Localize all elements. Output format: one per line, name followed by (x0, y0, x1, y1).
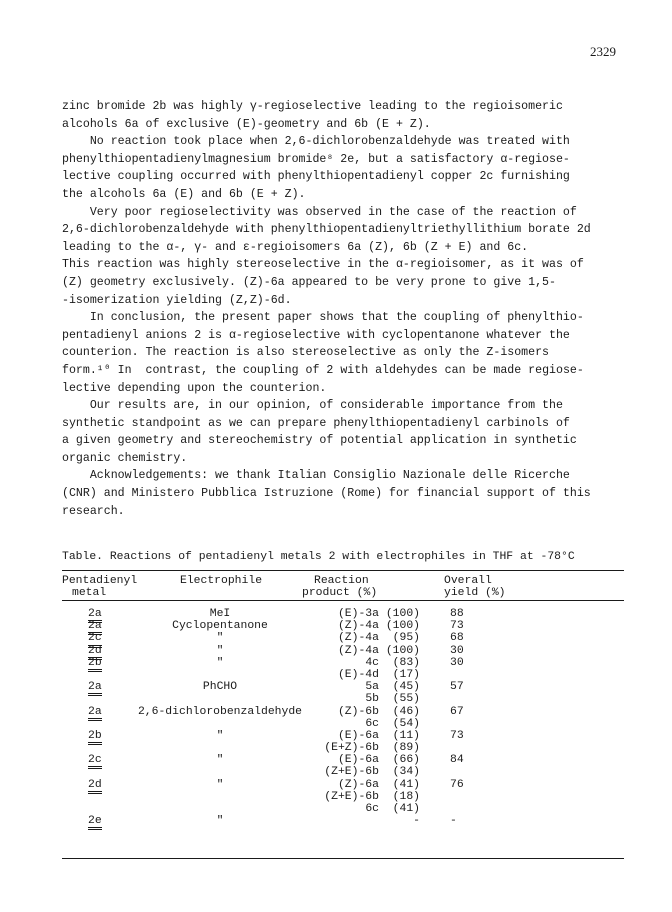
body-line: No reaction took place when 2,6-dichlorobenzaldehyde was treated with (62, 135, 570, 149)
table-top-rule (62, 570, 624, 571)
cell-metal: 2d (88, 779, 102, 794)
body-line: (CNR) and Ministero Pubblica Istruzione (Rome) for financial support of this (62, 487, 591, 501)
cell-product: (Z+E)-6b (18) (324, 790, 420, 803)
body-line: a given geometry and stereochemistry of potential application in synthetic (62, 434, 577, 448)
table-bottom-rule (62, 858, 624, 859)
body-line: -isomerization yielding (Z,Z)-6d. (62, 293, 292, 307)
cell-yield: 67 (450, 705, 464, 718)
table-row (62, 742, 624, 754)
table-row (62, 754, 624, 766)
cell-product: 5a (45) (365, 681, 420, 694)
header-metal-line2: metal (72, 587, 107, 599)
header-product-line2: product (%) (302, 587, 378, 599)
table-row (62, 620, 624, 632)
cell-electrophile: " (216, 656, 224, 669)
table-row (62, 669, 624, 681)
cell-yield: 57 (450, 681, 464, 694)
cell-product: 6c (41) (365, 803, 420, 815)
cell-product: 6c (54) (365, 717, 420, 730)
header-yield-line2: yield (%) (444, 587, 506, 599)
table-row (62, 681, 624, 693)
cell-product: (Z)-4a (100) (337, 620, 420, 633)
cell-metal: 2b (88, 730, 102, 745)
cell-yield: 76 (450, 778, 464, 791)
table-row (62, 657, 624, 669)
cell-metal: 2d (88, 645, 102, 660)
table-row (62, 803, 624, 815)
cell-product: (E)-3a (100) (337, 608, 420, 620)
body-line: organic chemistry. (62, 451, 188, 465)
header-product-line1: Reaction (314, 575, 369, 587)
cell-metal: 2a (88, 620, 102, 635)
table-caption: Table. Reactions of pentadienyl metals 2 with electrophiles in THF at -78°C (62, 551, 575, 563)
body-line: synthetic standpoint as we can prepare phenylthiopentadienyl carbinols of (62, 416, 570, 430)
cell-product: (E+Z)-6b (89) (324, 742, 420, 755)
body-line: In conclusion, the present paper shows that the coupling of phenylthio- (62, 311, 584, 325)
cell-product: (Z)-6b (46) (337, 705, 420, 718)
body-line: Our results are, in our opinion, of considerable importance from the (62, 399, 563, 413)
cell-metal: 2e (88, 815, 102, 830)
body-line: zinc bromide 2b was highly γ-regioselective leading to the regioisomeric (62, 100, 563, 113)
cell-product: - (413, 815, 420, 828)
body-text (62, 98, 622, 520)
cell-product: 5b (55) (365, 693, 420, 706)
body-line: phenylthiopentadienylmagnesium bromide⁸ 2e, but a satisfactory α-regiose- (62, 152, 570, 166)
body-line: Very poor regioselectivity was observed in the case of the reaction of (62, 205, 577, 219)
cell-product: (Z+E)-6b (34) (324, 766, 420, 779)
cell-metal: 2c (88, 632, 102, 647)
body-line: lective coupling occurred with phenylthiopentadienyl copper 2c furnishing (62, 170, 570, 184)
body-line: This reaction was highly stereoselective in the α-regioisomer, as it was of (62, 258, 584, 272)
cell-yield: 30 (450, 656, 464, 669)
cell-electrophile: " (216, 754, 224, 767)
cell-metal: 2b (88, 657, 102, 672)
body-line: 2,6-dichlorobenzaldehyde with phenylthiopentadienyltriethyllithium borate 2d (62, 223, 591, 237)
cell-product: (E)-4d (17) (337, 668, 420, 681)
cell-yield: - (450, 815, 457, 828)
cell-yield: 84 (450, 754, 464, 767)
table-row (62, 779, 624, 791)
cell-product: 4c (83) (365, 656, 420, 669)
cell-metal: 2a (88, 681, 102, 696)
body-line: alcohols 6a of exclusive (E)-geometry and 6b (E + Z). (62, 117, 431, 131)
table-row (62, 706, 624, 718)
table-row (62, 718, 624, 730)
cell-product: (Z)-6a (41) (337, 778, 420, 791)
cell-yield: 88 (450, 608, 464, 620)
table-header-rule (62, 600, 624, 601)
body-line: pentadienyl anions 2 is α-regioselective with cyclopentanone whatever the (62, 328, 570, 342)
cell-electrophile: MeI (209, 608, 231, 620)
cell-electrophile: " (216, 632, 224, 645)
table-row (62, 693, 624, 705)
cell-electrophile: " (216, 644, 224, 657)
body-line: leading to the α-, γ- and ε-regioisomers 6a (Z), 6b (Z + E) and 6c. (62, 240, 529, 254)
table-row (62, 645, 624, 657)
body-line: form.¹⁰ In contrast, the coupling of 2 with aldehydes can be made regiose- (62, 363, 584, 377)
table-row (62, 791, 624, 803)
body-line: the alcohols 6a (E) and 6b (E + Z). (62, 187, 306, 201)
header-electrophile: Electrophile (180, 575, 263, 587)
cell-electrophile: " (216, 778, 224, 791)
cell-product: (Z)-4a (95) (337, 632, 420, 645)
table-body (62, 608, 624, 827)
cell-yield: 30 (450, 644, 464, 657)
cell-electrophile: 2,6-dichlorobenzaldehyde (137, 705, 303, 718)
header-yield-line1: Overall (444, 575, 492, 587)
page-number: 2329 (590, 44, 616, 59)
cell-yield: 68 (450, 632, 464, 645)
table-row (62, 730, 624, 742)
cell-metal: 2a (88, 706, 102, 721)
body-line: lective depending upon the counterion. (62, 381, 327, 395)
table-row (62, 632, 624, 644)
cell-electrophile: PhCHO (202, 681, 238, 694)
body-line: research. (62, 504, 125, 518)
cell-electrophile: " (216, 729, 224, 742)
body-line: counterion. The reaction is also stereoselective as only the Z-isomers (62, 346, 550, 360)
table-row (62, 608, 624, 620)
body-line: Acknowledgements: we thank Italian Consiglio Nazionale delle Ricerche (62, 469, 570, 483)
cell-product: (Z)-4a (100) (337, 644, 420, 657)
cell-metal: 2c (88, 754, 102, 769)
cell-electrophile: " (216, 815, 224, 828)
header-metal-line1: Pentadienyl (62, 575, 138, 587)
cell-product: (E)-6a (11) (337, 729, 420, 742)
table-row (62, 815, 624, 827)
table-row (62, 766, 624, 778)
cell-yield: 73 (450, 620, 464, 633)
body-line: (Z) geometry exclusively. (Z)-6a appeared to be very prone to give 1,5- (62, 275, 556, 289)
cell-product: (E)-6a (66) (337, 754, 420, 767)
cell-metal: 2a (88, 608, 102, 623)
cell-electrophile: Cyclopentanone (172, 620, 268, 633)
cell-yield: 73 (450, 729, 464, 742)
